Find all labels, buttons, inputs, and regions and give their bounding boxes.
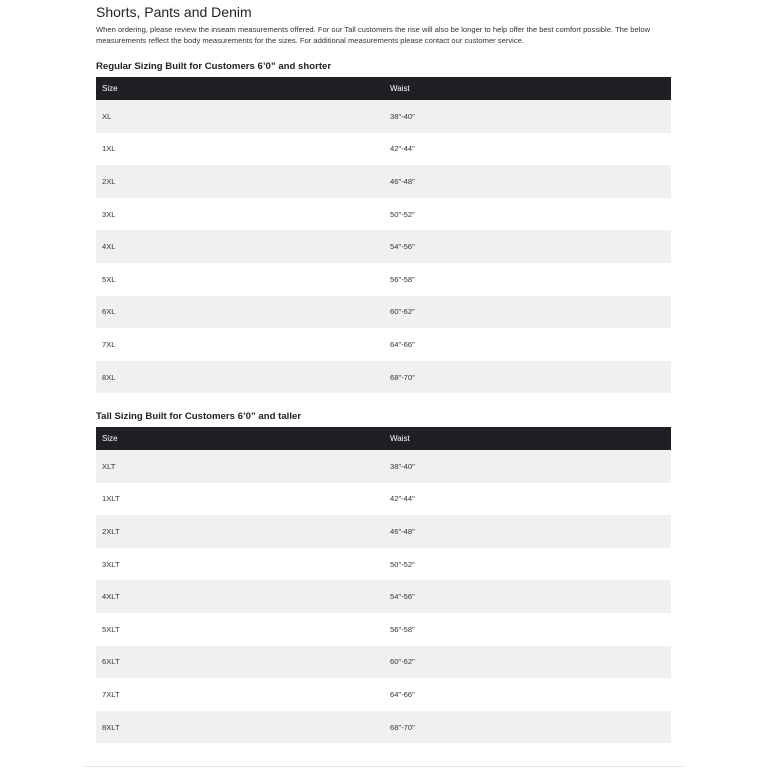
table-row [96,613,671,646]
table-row [96,515,671,548]
size-cell: 5XL [102,274,116,284]
waist-cell: 64"-66" [390,339,415,349]
size-cell: 7XL [102,339,116,349]
regular-sizing-heading [96,60,331,74]
waist-cell: 68"-70" [390,722,415,732]
table-row [96,483,671,516]
size-cell: XLT [102,461,116,471]
size-chart-page [96,0,671,732]
tall-sizing-heading [96,410,301,424]
table-row [96,646,671,679]
tall-sizing-label: Tall Sizing [96,411,143,422]
waist-cell: 60"-62" [390,307,415,317]
size-cell: 3XL [102,209,116,219]
table-header-row [96,427,671,450]
table-row [96,450,671,483]
size-cell: 8XLT [102,722,120,732]
footer-divider [84,766,684,767]
size-cell: 3XLT [102,559,120,569]
waist-cell: 50"-52" [390,559,415,569]
table-header-row [96,77,671,100]
waist-cell: 54"-56" [390,592,415,602]
waist-cell: 64"-66" [390,689,415,699]
tall-size-table [96,427,671,743]
waist-cell: 54"-56" [390,242,415,252]
table-row [96,580,671,613]
waist-cell: 50"-52" [390,209,415,219]
size-cell: XL [102,111,112,121]
size-cell: 2XL [102,176,116,186]
table-row [96,198,671,231]
regular-sizing-description: Built for Customers 6’0” and shorter [162,61,332,72]
size-cell: 2XLT [102,526,120,536]
table-row [96,165,671,198]
size-cell: 5XLT [102,624,120,634]
table-row [96,230,671,263]
table-row [96,263,671,296]
size-column-header: Size [102,84,118,93]
table-row [96,328,671,361]
waist-cell: 56"-58" [390,274,415,284]
table-row [96,711,671,744]
waist-column-header: Waist [390,84,410,93]
intro-text: When ordering, please review the inseam measurements offered. For our Tall customers the rise will also be longer to help offer the best comfort possible. The below measurements reflect the body measurements for the sizes. For additional measurements please contact our customer service. [96,25,651,45]
table-row [96,678,671,711]
size-cell: 8XL [102,372,116,382]
table-row [96,548,671,581]
waist-cell: 38"-40" [390,111,415,121]
size-cell: 4XL [102,242,116,252]
size-column-header: Size [102,434,118,443]
waist-cell: 68"-70" [390,372,415,382]
regular-size-table [96,77,671,393]
waist-cell: 60"-62" [390,657,415,667]
size-cell: 4XLT [102,592,120,602]
size-cell: 6XL [102,307,116,317]
waist-cell: 46"-48" [390,526,415,536]
waist-cell: 38"-40" [390,461,415,471]
table-row [96,133,671,166]
table-row [96,100,671,133]
regular-sizing-label: Regular Sizing [96,61,163,72]
page-title: Shorts, Pants and Denim [96,4,252,20]
size-cell: 1XLT [102,494,120,504]
table-row [96,361,671,394]
waist-column-header: Waist [390,434,410,443]
size-cell: 1XL [102,144,116,154]
table-row [96,296,671,329]
size-cell: 6XLT [102,657,120,667]
size-cell: 7XLT [102,689,120,699]
waist-cell: 56"-58" [390,624,415,634]
waist-cell: 42"-44" [390,494,415,504]
waist-cell: 42"-44" [390,144,415,154]
tall-sizing-description: Built for Customers 6’0” and taller [142,411,302,422]
waist-cell: 46"-48" [390,176,415,186]
